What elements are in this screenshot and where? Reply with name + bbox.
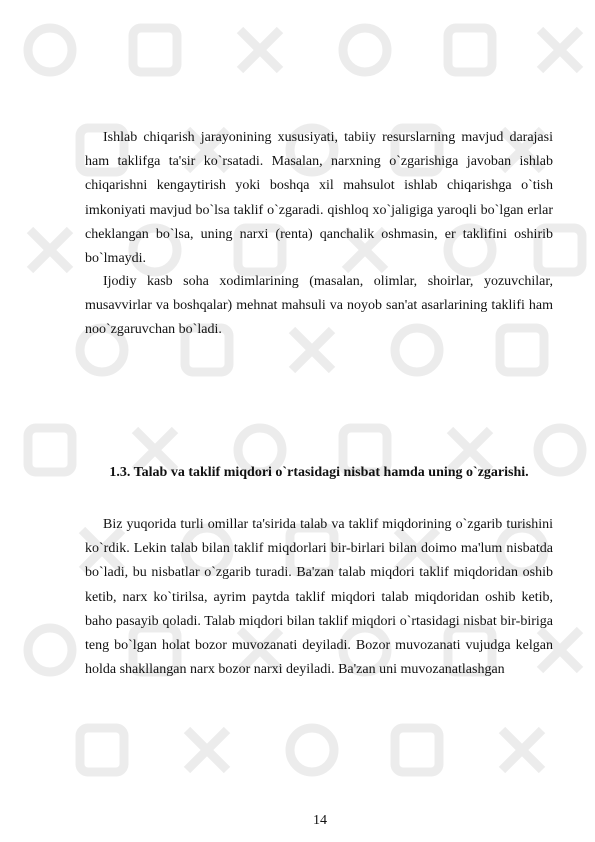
section-heading: 1.3. Talab va taklif miqdori o`rtasidagi nisbat hamda uning o`zgarishi. <box>109 465 529 480</box>
body-paragraph-3: Biz yuqorida turli omillar ta'sirida talab va taklif miqdorining o`zgarib turishini ko`rdik. Lekin talab bilan taklif miqdorlari bir-birlari bilan doimo ma'lum nisbatda bo`ladi, bu nisbatlar o`zgarib turadi. Ba'zan talab miqdori taklif miqdoridan oshib ketib, narx ko`tirilsa, ayrim paytda taklif miqdori talab miqdoridan oshib ketib, baho pasayib qoladi. Talab miqdori bilan taklif miqdori o`rtasidagi nisbat bir-biriga teng bo`lgan holat bozor muvozanati deyiladi. Bozor muvozanati vujudga kelgan holda shakllangan narx bozor narxi deyiladi. Ba'zan uni muvozanatlashgan <box>85 517 553 678</box>
watermark-square <box>80 728 124 772</box>
watermark-circle <box>28 28 72 72</box>
watermark-square <box>28 428 72 472</box>
watermark-cross <box>187 730 227 770</box>
watermark-circle <box>28 628 72 672</box>
body-paragraph-2: Ijodiy kasb soha xodimlarining (masalan, olimlar, shoirlar, yozuvchilar, musavvirlar va boshqalar) mehnat mahsuli va noyob san'at asarlarining taklifi ham noo`zgaruvchan bo`ladi. <box>85 274 553 338</box>
body-paragraph-1: Ishlab chiqarish jarayonining xususiyati, tabiiy resurslarning mavjud darajasi ham taklifga ta'sir ko`rsatadi. Masalan, narxning o`zgarishiga javoban ishlab chiqarishni kengaytirish yoki boshqa xil mahsulot ishlab chiqarishga o`tish imkoniyati mavjud bo`lsa taklif o`zgaradi. qishloq xo`jaligiga yaroqli bo`lgan erlar cheklangan bo`lsa, uning narxi (renta) qanchalik oshmasin, er taklifini oshirib bo`lmaydi. <box>85 130 553 267</box>
watermark-circle <box>290 728 334 772</box>
watermark-square <box>133 28 177 72</box>
watermark-cross <box>502 730 542 770</box>
watermark-circle <box>343 28 387 72</box>
watermark-square <box>395 728 439 772</box>
watermark-square <box>448 28 492 72</box>
watermark-cross <box>240 30 280 70</box>
page-number: 14 <box>313 813 327 828</box>
watermark-cross <box>30 230 70 270</box>
watermark-cross <box>540 30 580 70</box>
